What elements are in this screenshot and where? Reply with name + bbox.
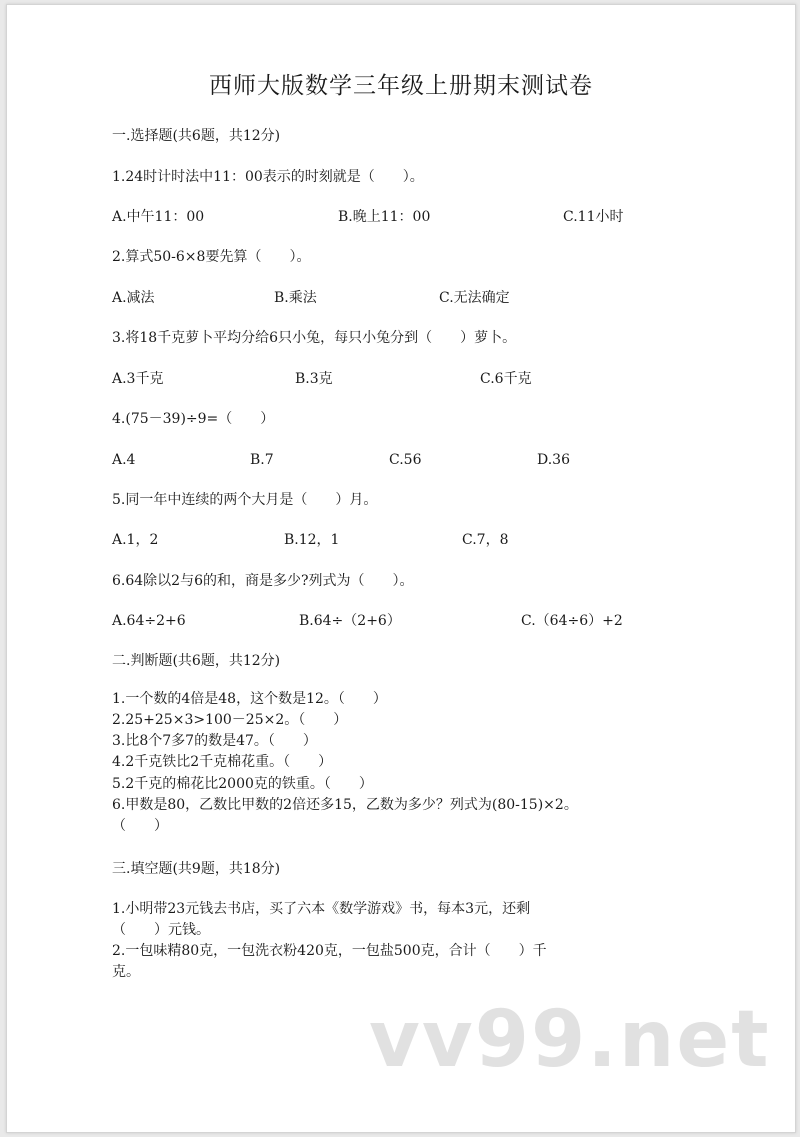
- question-text: 4.(75－39)÷9=（ ）: [112, 411, 275, 427]
- option-b: B.晚上11：00: [338, 209, 431, 225]
- option-b: B.7: [250, 452, 274, 468]
- judgment-item: 6.甲数是80，乙数比甲数的2倍还多15，乙数为多少？列式为(80-15)×2。: [112, 797, 578, 813]
- option-a: A.中午11：00: [112, 209, 205, 225]
- option-a: A.1，2: [112, 532, 159, 548]
- option-c: C.56: [389, 452, 422, 468]
- option-d: D.36: [537, 452, 570, 468]
- fill-item-continued: （ ）元钱。: [112, 922, 210, 938]
- question-text: 6.64除以2与6的和，商是多少?列式为（ ）。: [112, 573, 414, 589]
- judgment-item: 2.25+25×3>100－25×2。（ ）: [112, 712, 348, 728]
- section-heading: 三.填空题(共9题，共18分): [112, 861, 281, 877]
- option-b: B.64÷（2+6）: [299, 613, 401, 629]
- judgment-item: 3.比8个7多7的数是47。（ ）: [112, 733, 317, 749]
- fill-item: 1.小明带23元钱去书店，买了六本《数学游戏》书，每本3元，还剩: [112, 901, 531, 917]
- exam-title: 西师大版数学三年级上册期末测试卷: [209, 73, 593, 99]
- option-a: A.64÷2+6: [112, 613, 186, 629]
- option-b: B.乘法: [274, 290, 317, 306]
- option-a: A.3千克: [112, 371, 164, 387]
- question-text: 2.算式50-6×8要先算（ ）。: [112, 249, 311, 265]
- watermark: vv99.net: [369, 995, 771, 1085]
- option-b: B.12，1: [284, 532, 340, 548]
- option-c: C.（64÷6）+2: [521, 613, 623, 629]
- judgment-item: 5.2千克的棉花比2000克的铁重。（ ）: [112, 776, 373, 792]
- judgment-item: 1.一个数的4倍是48，这个数是12。（ ）: [112, 691, 387, 707]
- judgment-item-continued: （ ）: [112, 818, 168, 834]
- option-a: A.4: [112, 452, 136, 468]
- question-text: 1.24时计时法中11：00表示的时刻就是（ ）。: [112, 169, 424, 185]
- fill-item: 2.一包味精80克，一包洗衣粉420克，一包盐500克，合计（ ）千: [112, 943, 547, 959]
- section-heading: 一.选择题(共6题，共12分): [112, 128, 281, 144]
- option-c: C.11小时: [563, 209, 624, 225]
- exam-paper: [6, 4, 796, 1133]
- question-text: 3.将18千克萝卜平均分给6只小兔，每只小兔分到（ ）萝卜。: [112, 330, 517, 346]
- option-c: C.6千克: [480, 371, 532, 387]
- option-c: C.无法确定: [439, 290, 510, 306]
- question-text: 5.同一年中连续的两个大月是（ ）月。: [112, 492, 378, 508]
- judgment-item: 4.2千克铁比2千克棉花重。（ ）: [112, 754, 333, 770]
- option-b: B.3克: [295, 371, 333, 387]
- section-heading: 二.判断题(共6题，共12分): [112, 653, 281, 669]
- option-a: A.减法: [112, 290, 155, 306]
- fill-item-continued: 克。: [112, 964, 140, 980]
- option-c: C.7，8: [462, 532, 509, 548]
